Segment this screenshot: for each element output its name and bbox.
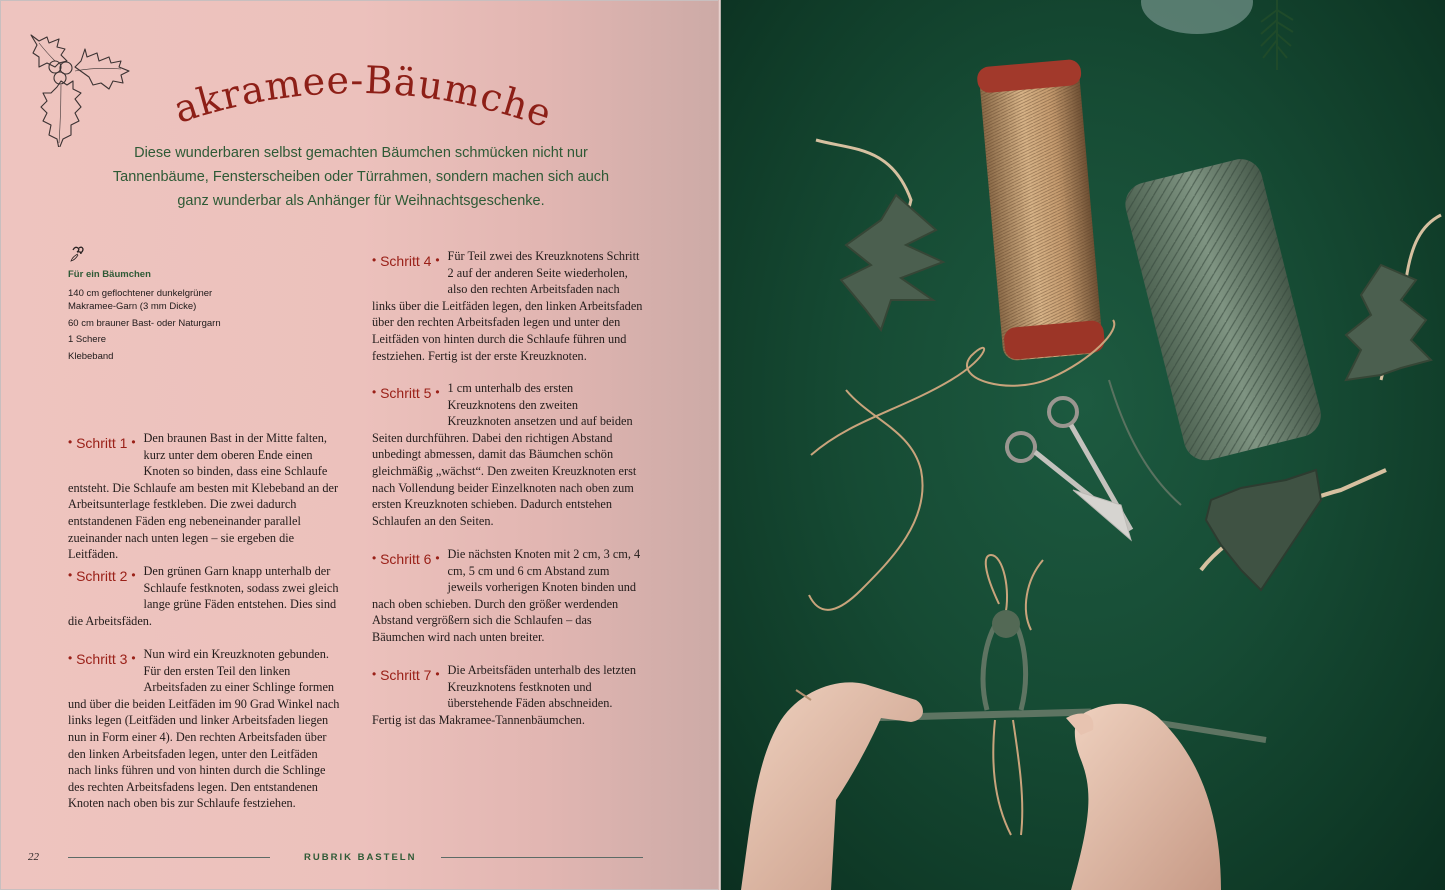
- ornament-ball: [1141, 0, 1253, 34]
- step-label: • Schritt 6 •: [372, 551, 440, 567]
- step-text: Nun wird ein Kreuzknoten gebunden. Für den ersten Teil den linken Arbeitsfaden zu einer Schlinge formen und über die beiden Leitfäden im 90 Grad Winkel nach links legen (Leitfäden und linker Arbeitsfaden liegen nun in Form einer 4). Den rechten Arbeitsfaden über den linken Arbeitsfaden legen, unter den Leitfäden nach links führen und von hinten durch die Schlinge des rechten Arbeitsfadens legen. Den entstandenen Knoten nach oben bis zur Schlaufe festziehen.: [68, 647, 340, 811]
- step-7: [372, 662, 644, 728]
- section-label: RUBRIK BASTELN: [304, 852, 417, 863]
- step-text: Den braunen Bast in der Mitte falten, kurz unter dem oberen Ende einen Knoten so binden, dass eine Schlaufe entsteht. Die Schlaufe am besten mit Klebeband an der Arbeitsunterlage festkleben. Die zwei dadurch entstandenen Fäden eng nebeneinander parallel zueinander nach unten legen – sie ergeben die Leitfäden.: [68, 431, 339, 562]
- footer-rule-left: [68, 857, 270, 858]
- footer-rule-right: [441, 857, 643, 858]
- step-4: [372, 248, 644, 364]
- jute-string: [809, 320, 1114, 630]
- step-label: • Schritt 5 •: [372, 385, 440, 401]
- holly-illustration-icon: [25, 27, 145, 147]
- step-label: • Schritt 7 •: [372, 667, 440, 683]
- macrame-tree-right: [1346, 215, 1441, 380]
- step-label: • Schritt 2 •: [68, 568, 136, 584]
- material-item: Klebeband: [68, 350, 114, 362]
- left-page: [0, 0, 721, 890]
- step-label: • Schritt 3 •: [68, 651, 136, 667]
- materials-heading: Für ein Bäumchen: [68, 269, 151, 280]
- green-yarn-roll: [1121, 154, 1326, 464]
- craft-photo: [721, 0, 1445, 890]
- step-text: 1 cm unterhalb des ersten Kreuzknotens den zweiten Kreuzknoten ansetzen und auf beiden Seiten durchführen. Dabei den richtigen Abstand unbedingt abmessen, damit das Bäumchen schön gleichmäßig „wächst“. Den zweiten Kreuzknoten erst nach Vollendung beider Einzelknoten nach oben zum ersten Kreuzknoten schieben. Dadurch entstehen Schlaufen an den Seiten.: [372, 381, 637, 528]
- intro-line: Diese wunderbaren selbst gemachten Bäumchen schmücken nicht nur: [134, 145, 588, 161]
- material-item: 1 Schere: [68, 334, 107, 345]
- step-label: • Schritt 4 •: [372, 253, 440, 269]
- step-text: Für Teil zwei des Kreuzknotens Schritt 2 auf der anderen Seite wiederholen, also den rechten Arbeitsfaden nach links über die Leitfäden legen, den linken Arbeitsfaden über den rechten Arbeitsfaden legen und unter den Leitfäden von hinten durch die Schlaufe führen und festziehen. Fertig ist der erste Kreuzknoten.: [372, 249, 643, 363]
- step-text: Die Arbeitsfäden unterhalb des letzten Kreuzknotens festknoten und überstehende Fäden abschneiden. Fertig ist das Makramee-Tannenbäumchen.: [372, 663, 637, 727]
- material-item: 60 cm brauner Bast- oder Naturgarn: [68, 317, 221, 329]
- yarn-icon: [69, 245, 85, 263]
- step-text: Den grünen Garn knapp unterhalb der Schlaufe festknoten, sodass zwei gleich lange grüne Fäden entstehen. Dies sind die Arbeitsfäden.: [68, 564, 339, 628]
- right-page-photo: [721, 0, 1445, 890]
- macrame-tree-middle: [1201, 470, 1386, 590]
- materials-list: [68, 245, 308, 366]
- step-2: [68, 563, 340, 629]
- page-number: 22: [28, 851, 39, 863]
- green-string: [1109, 380, 1181, 505]
- intro-line: ganz wunderbar als Anhänger für Weihnachtsgeschenke.: [177, 193, 545, 209]
- svg-text:Makramee-Bäumchen: [131, 34, 558, 136]
- material-item: 140 cm geflochtener dunkelgrüner Makramee-Garn (3 mm Dicke): [68, 288, 213, 312]
- step-6: [372, 546, 644, 646]
- step-text: Die nächsten Knoten mit 2 cm, 3 cm, 4 cm, 5 cm und 6 cm Abstand zum jeweils vorherigen Knoten binden und nach oben schieben. Durch den größer werdenden Abstand vergrößern sich die Schlaufen – das Bäumchen wird nach unten breiter.: [372, 547, 641, 644]
- scissors: [1003, 398, 1131, 540]
- step-5: [372, 380, 644, 529]
- page-footer: [1, 849, 722, 869]
- step-label: • Schritt 1 •: [68, 435, 136, 451]
- page-title: [131, 34, 561, 149]
- jute-spool: [976, 59, 1105, 362]
- step-3: [68, 646, 340, 812]
- intro-line: Tannenbäume, Fensterscheiben oder Türrahmen, sondern machen sich auch: [112, 169, 610, 185]
- intro-text: [96, 141, 626, 213]
- step-1: [68, 430, 340, 563]
- fir-branch: [1261, 0, 1293, 70]
- macrame-tree-left: [816, 140, 943, 330]
- page-title-text: Makramee-Bäumchen: [131, 34, 558, 137]
